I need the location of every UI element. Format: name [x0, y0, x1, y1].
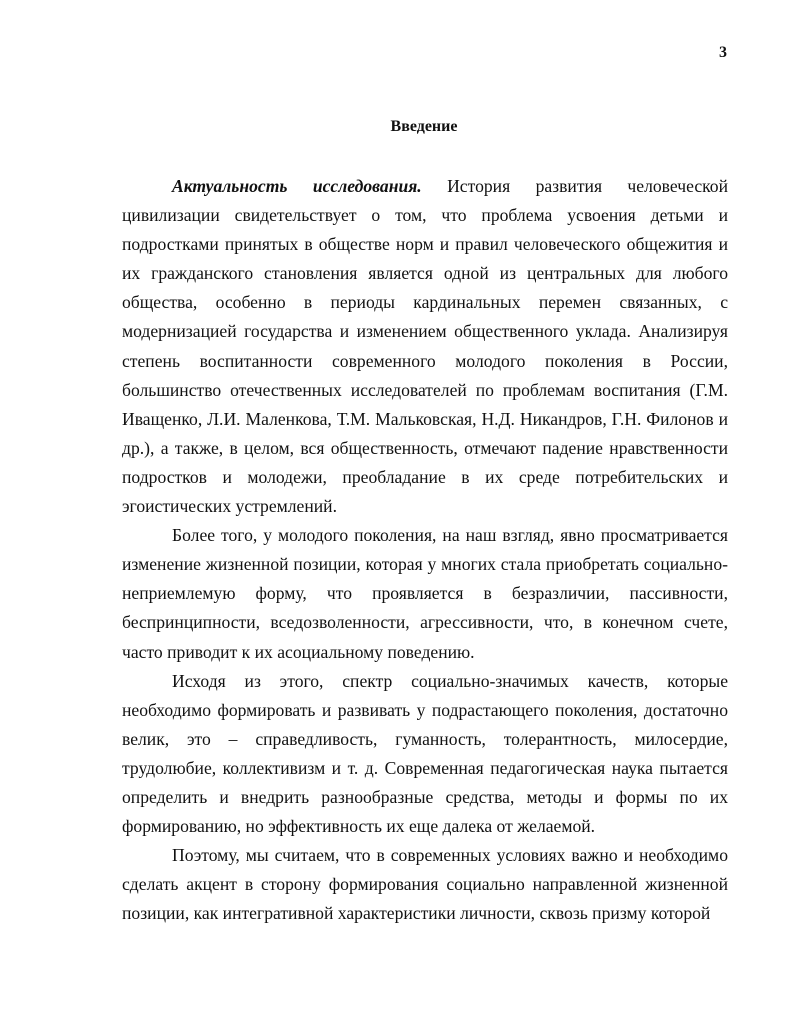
section-heading: Введение	[390, 118, 458, 135]
paragraph-3: Исходя из этого, спектр социально-значимых качеств, которые необходимо формировать и развивать у подрастающего поколения, достаточно велик, это – справедливость, гуманность, толерантность, милосердие, трудолюбие, коллективизм и т. д. Современная педагогическая наука пытается определить и внедрить разнообразные средства, методы и формы по их формированию, но эффективность их еще далека от желаемой.	[122, 670, 728, 837]
paragraph-4: Поэтому, мы считаем, что в современных условиях важно и необходимо сделать акцент в сторону формирования социально направленной жизненной позиции, как интегративной характеристики личности, сквозь призму которой	[122, 845, 728, 924]
paragraph-2: Более того, у молодого поколения, на наш взгляд, явно просматривается изменение жизненной позиции, которая у многих стала приобретать социально-неприемлемую форму, что проявляется в безразличии, пассивности, беспринципности, вседозволенности, агрессивности, что, в конечном счете, часто приводит к их асоциальному поведению.	[122, 525, 728, 662]
paragraph-1-text: История развития человеческой цивилизации свидетельствует о том, что проблема усвоения детьми и подростками принятых в обществе норм и правил человеческого общежития и их гражданского становления является одной из центральных для любого общества, особенно в периоды кардинальных перемен связанных, с модернизацией государства и изменением общественного уклада. Анализируя степень воспитанности современного молодого поколения в России, большинство отечественных исследователей по проблемам воспитания (Г.М. Иващенко, Л.И. Маленкова, Т.М. Мальковская, Н.Д. Никандров, Г.Н. Филонов и др.), а также, в целом, вся общественность, отмечают падение нравственности подростков и молодежи, преобладание в их среде потребительских и эгоистических устремлений.	[122, 176, 729, 517]
paragraph-relevance	[122, 172, 728, 521]
document-body	[122, 172, 728, 928]
page-number: 3	[719, 44, 727, 61]
relevance-lead: Актуальность исследования.	[172, 176, 422, 196]
